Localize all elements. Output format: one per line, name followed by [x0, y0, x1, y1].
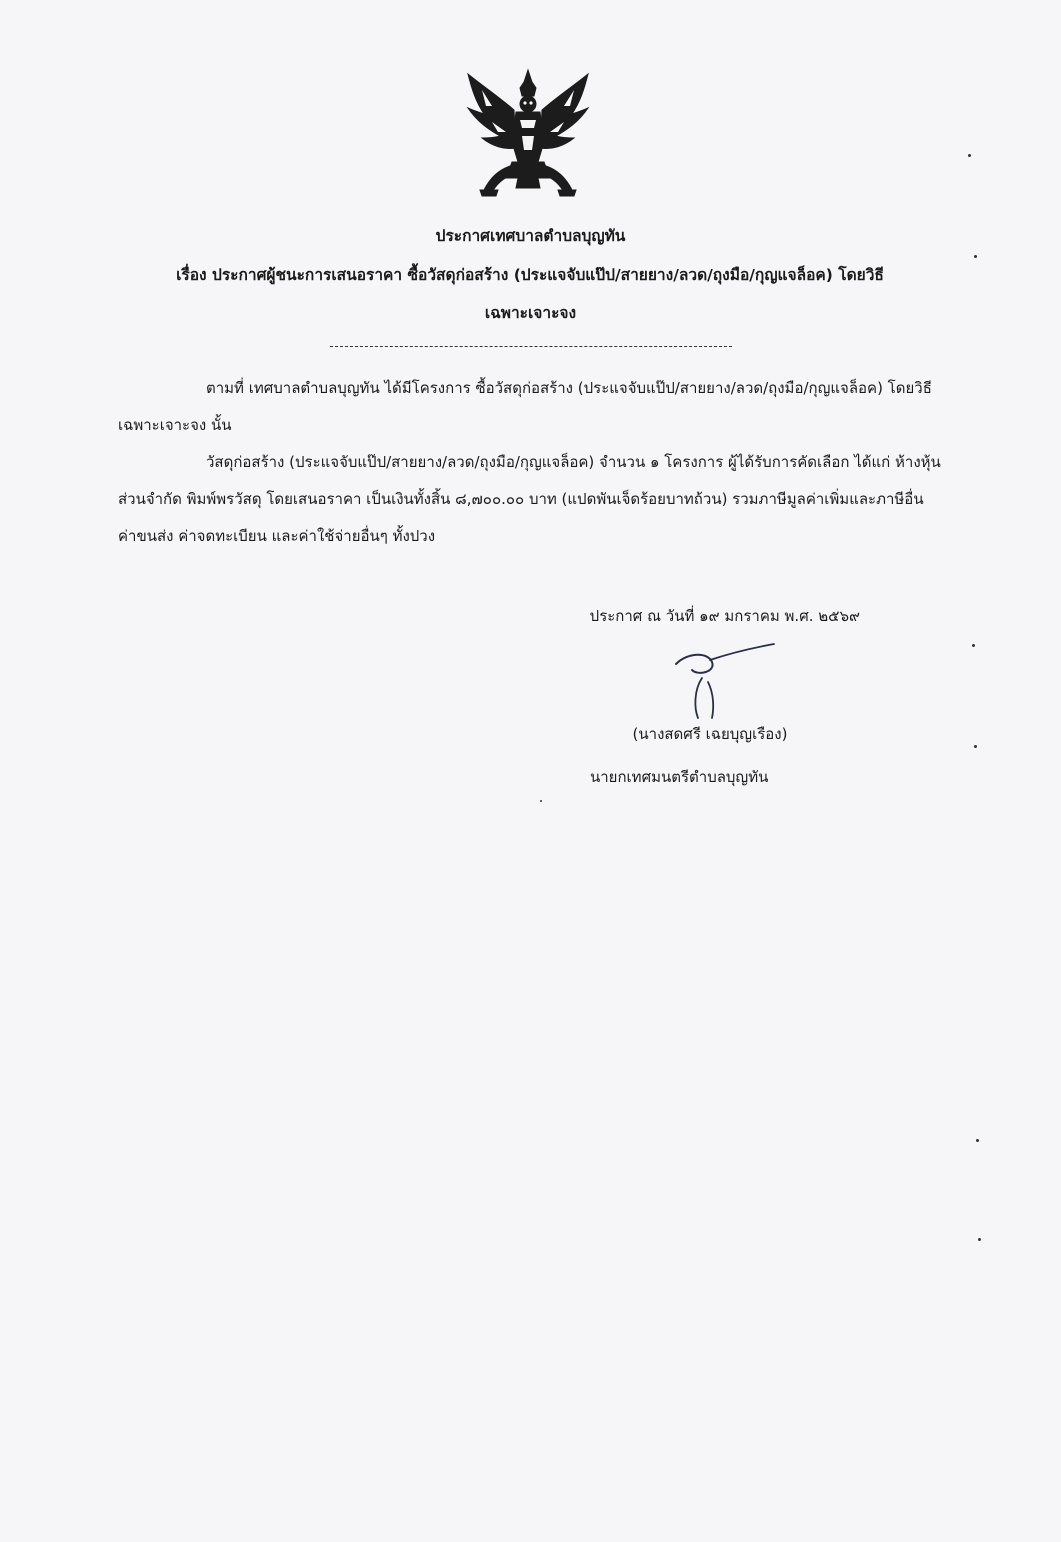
scan-speck [972, 644, 975, 647]
scan-speck [978, 1238, 981, 1241]
title-divider [330, 346, 732, 347]
garuda-emblem-icon [462, 66, 594, 206]
announcement-date: ประกาศ ณ วันที่ ๑๙ มกราคม พ.ศ. ๒๕๖๙ [589, 607, 860, 625]
body-paragraph-project: ตามที่ เทศบาลตำบลบุญทัน ได้มีโครงการ ซื้อวัสดุก่อสร้าง (ประแจจับแป๊ป/สายยาง/ลวด/ถุงมือ/กุญแจล็อค) โดยวิธีเฉพาะเจาะจง นั้น [118, 379, 932, 434]
signer-position: นายกเทศมนตรีตำบลบุญทัน [590, 768, 769, 786]
scan-speck [976, 1139, 979, 1142]
announcement-subject: เรื่อง ประกาศผู้ชนะการเสนอราคา ซื้อวัสดุก่อสร้าง (ประแจจับแป๊ป/สายยาง/ลวด/ถุงมือ/กุญแจล็อค) โดยวิธี [176, 266, 884, 284]
scan-speck [540, 800, 542, 802]
signer-name: (นางสดศรี เฉยบุญเรือง) [632, 725, 788, 743]
announcement-subject-continued: เฉพาะเจาะจง [484, 304, 577, 322]
body-paragraph-winner: วัสดุก่อสร้าง (ประแจจับแป๊ป/สายยาง/ลวด/ถุงมือ/กุญแจล็อค) จำนวน ๑ โครงการ ผู้ได้รับการคัดเลือก ได้แก่ ห้างหุ้นส่วนจำกัด พิมพ์พรวัสดุ โดยเสนอราคา เป็นเงินทั้งสิ้น ๘,๗๐๐.๐๐ บาท (แปดพันเจ็ดร้อยบาทถ้วน) รวมภาษีมูลค่าเพิ่มและภาษีอื่น ค่าขนส่ง ค่าจดทะเบียน และค่าใช้จ่ายอื่นๆ ทั้งปวง [118, 453, 941, 545]
handwritten-signature [668, 636, 788, 722]
scan-speck [974, 255, 977, 258]
announcement-title: ประกาศเทศบาลตำบลบุญทัน [435, 227, 626, 245]
scan-speck [968, 154, 971, 157]
scan-speck [974, 745, 977, 748]
